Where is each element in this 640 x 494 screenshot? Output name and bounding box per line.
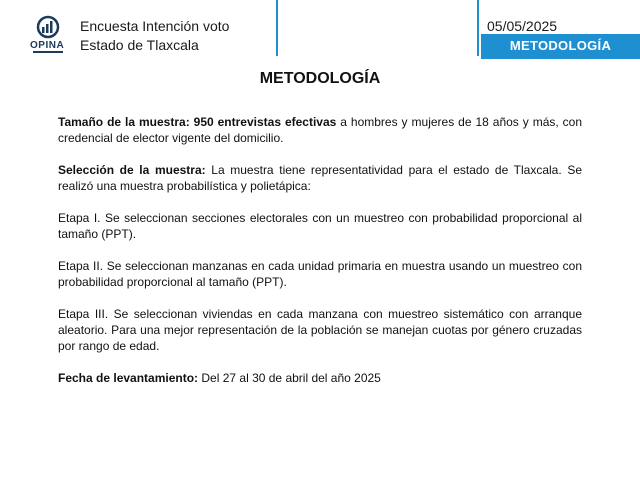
sample-size-label: Tamaño de la muestra: 950 entrevistas efectivas [58,115,337,129]
sample-selection-label: Selección de la muestra: [58,163,206,177]
fieldwork-date-text: Del 27 al 30 de abril del año 2025 [198,371,381,385]
logo-underline [33,51,63,53]
section-tag: METODOLOGÍA [481,34,640,57]
sample-size-paragraph [58,114,582,146]
fieldwork-date-label: Fecha de levantamiento: [58,371,199,385]
sample-size-text: a hombres y mujeres de 18 años y más, con credencial de elector vigente del domicilio. [58,115,583,145]
survey-title: Encuesta Intención voto [80,18,230,34]
page-title: METODOLOGÍA [259,70,381,87]
header-divider-left [276,0,278,56]
stage-3-paragraph: Etapa III. Se seleccionan viviendas en cada manzana con muestreo sistemático con arranque aleatorio. Para una mejor representación de la población se manejan cuotas por género cruzadas por rango de edad. [58,307,582,353]
page-header [0,0,640,60]
methodology-content [58,114,582,402]
logo-text: OPINA [30,40,65,51]
sample-selection-paragraph [58,162,582,194]
fieldwork-date-paragraph [58,370,582,386]
sample-selection-text: La muestra tiene representatividad para el estado de Tlaxcala. Se realizó una muestra probabilística y polietápica: [58,163,582,193]
survey-subtitle: Estado de Tlaxcala [80,37,199,53]
stage-1-paragraph: Etapa I. Se seleccionan secciones electorales con un muestreo con probabilidad proporcional al tamaño (PPT). [58,211,582,241]
header-date: 05/05/2025 [487,18,558,34]
section-tag-underline [481,57,640,59]
header-divider-right [477,0,479,56]
stage-2-paragraph: Etapa II. Se seleccionan manzanas en cada unidad primaria en muestra usando un muestreo con probabilidad proporcional al tamaño (PPT). [58,259,582,289]
